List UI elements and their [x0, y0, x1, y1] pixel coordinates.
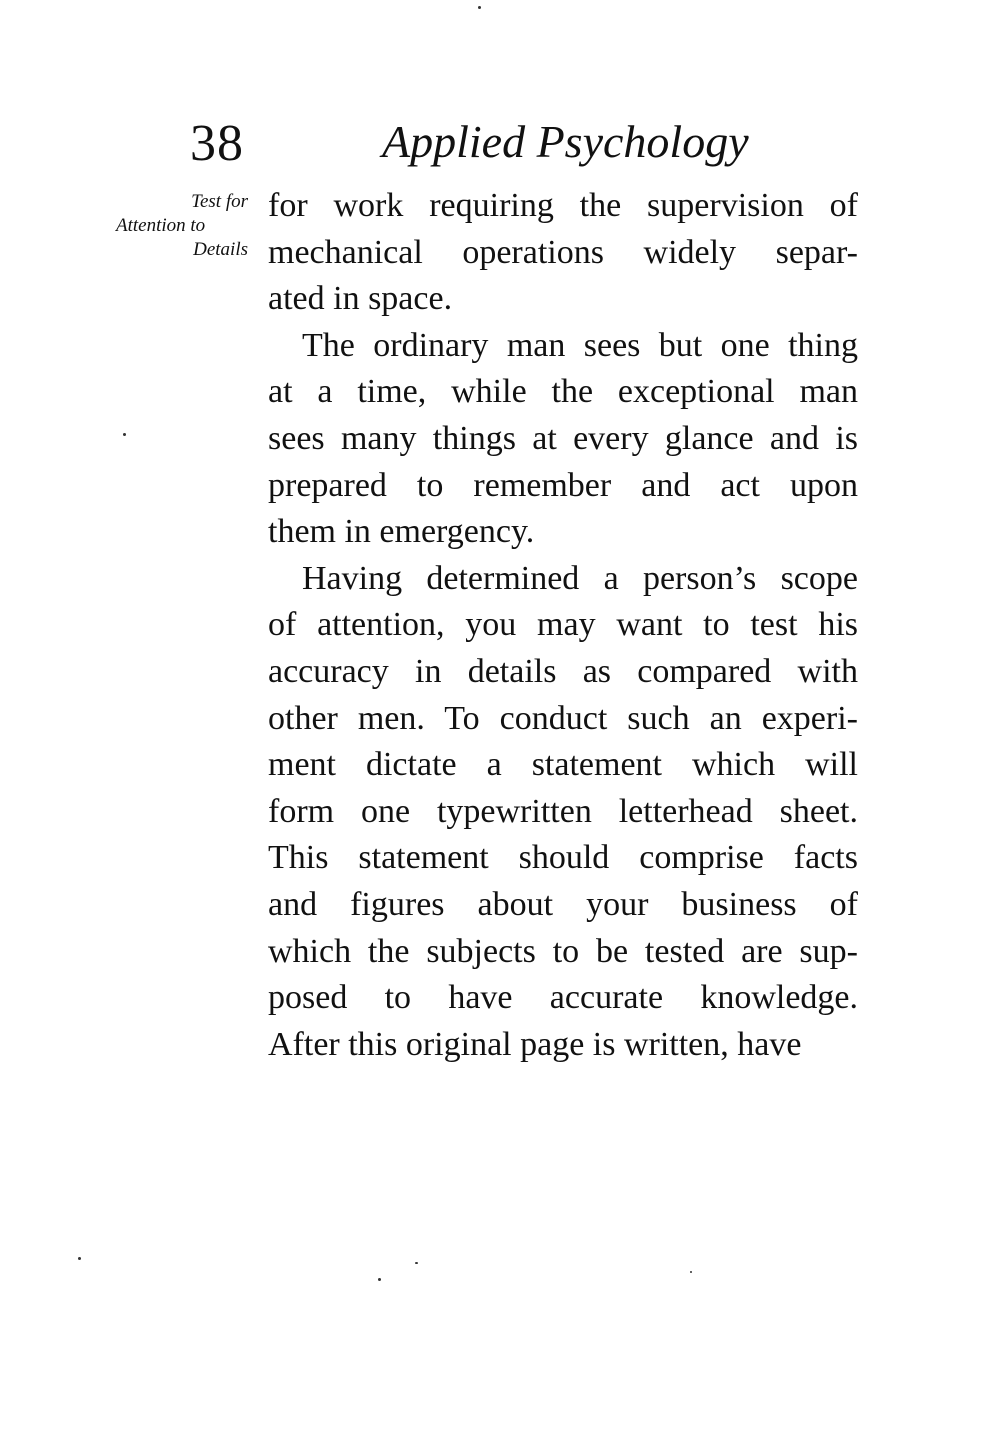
text-line: of attention, you may want to test his — [268, 606, 858, 644]
text-line: ment dictate a statement which will — [268, 746, 858, 784]
scan-speck — [123, 433, 126, 436]
scan-speck — [478, 6, 481, 9]
text-line: mechanical operations widely separ- — [268, 233, 858, 271]
text-line: sees many things at every glance and is — [268, 419, 858, 457]
running-title: Applied Psychology — [382, 116, 749, 167]
text-line: and figures about your business of — [268, 885, 858, 923]
scan-speck — [78, 1257, 81, 1260]
margin-note — [100, 190, 248, 262]
text-line: posed to have accurate knowledge. — [268, 979, 858, 1017]
text-line: other men. To conduct such an experi- — [268, 699, 858, 737]
page-number: 38 — [190, 115, 244, 172]
scan-speck — [378, 1278, 381, 1281]
scan-speck — [690, 1271, 692, 1273]
scan-speck — [415, 1262, 418, 1264]
text-line: form one typewritten letterhead sheet. — [268, 792, 858, 830]
text-line: prepared to remember and act upon — [268, 466, 858, 504]
text-line: Having determined a person’s scope — [302, 559, 858, 597]
margin-note-line: Test for — [191, 191, 248, 212]
text-line: them in emergency. — [268, 513, 535, 551]
text-line: This statement should comprise facts — [268, 839, 858, 877]
text-line: After this original page is written, have — [268, 1025, 802, 1063]
text-line: ated in space. — [268, 280, 453, 318]
margin-note-line: Attention to — [116, 215, 206, 236]
text-line: at a time, while the exceptional man — [268, 373, 858, 411]
text-line: The ordinary man sees but one thing — [302, 326, 858, 364]
text-line: for work requiring the supervision of — [268, 187, 858, 224]
margin-note-line: Details — [193, 239, 248, 260]
text-line: accuracy in details as compared with — [268, 652, 858, 690]
body-text — [268, 183, 858, 1068]
text-line: which the subjects to be tested are sup- — [268, 932, 858, 970]
